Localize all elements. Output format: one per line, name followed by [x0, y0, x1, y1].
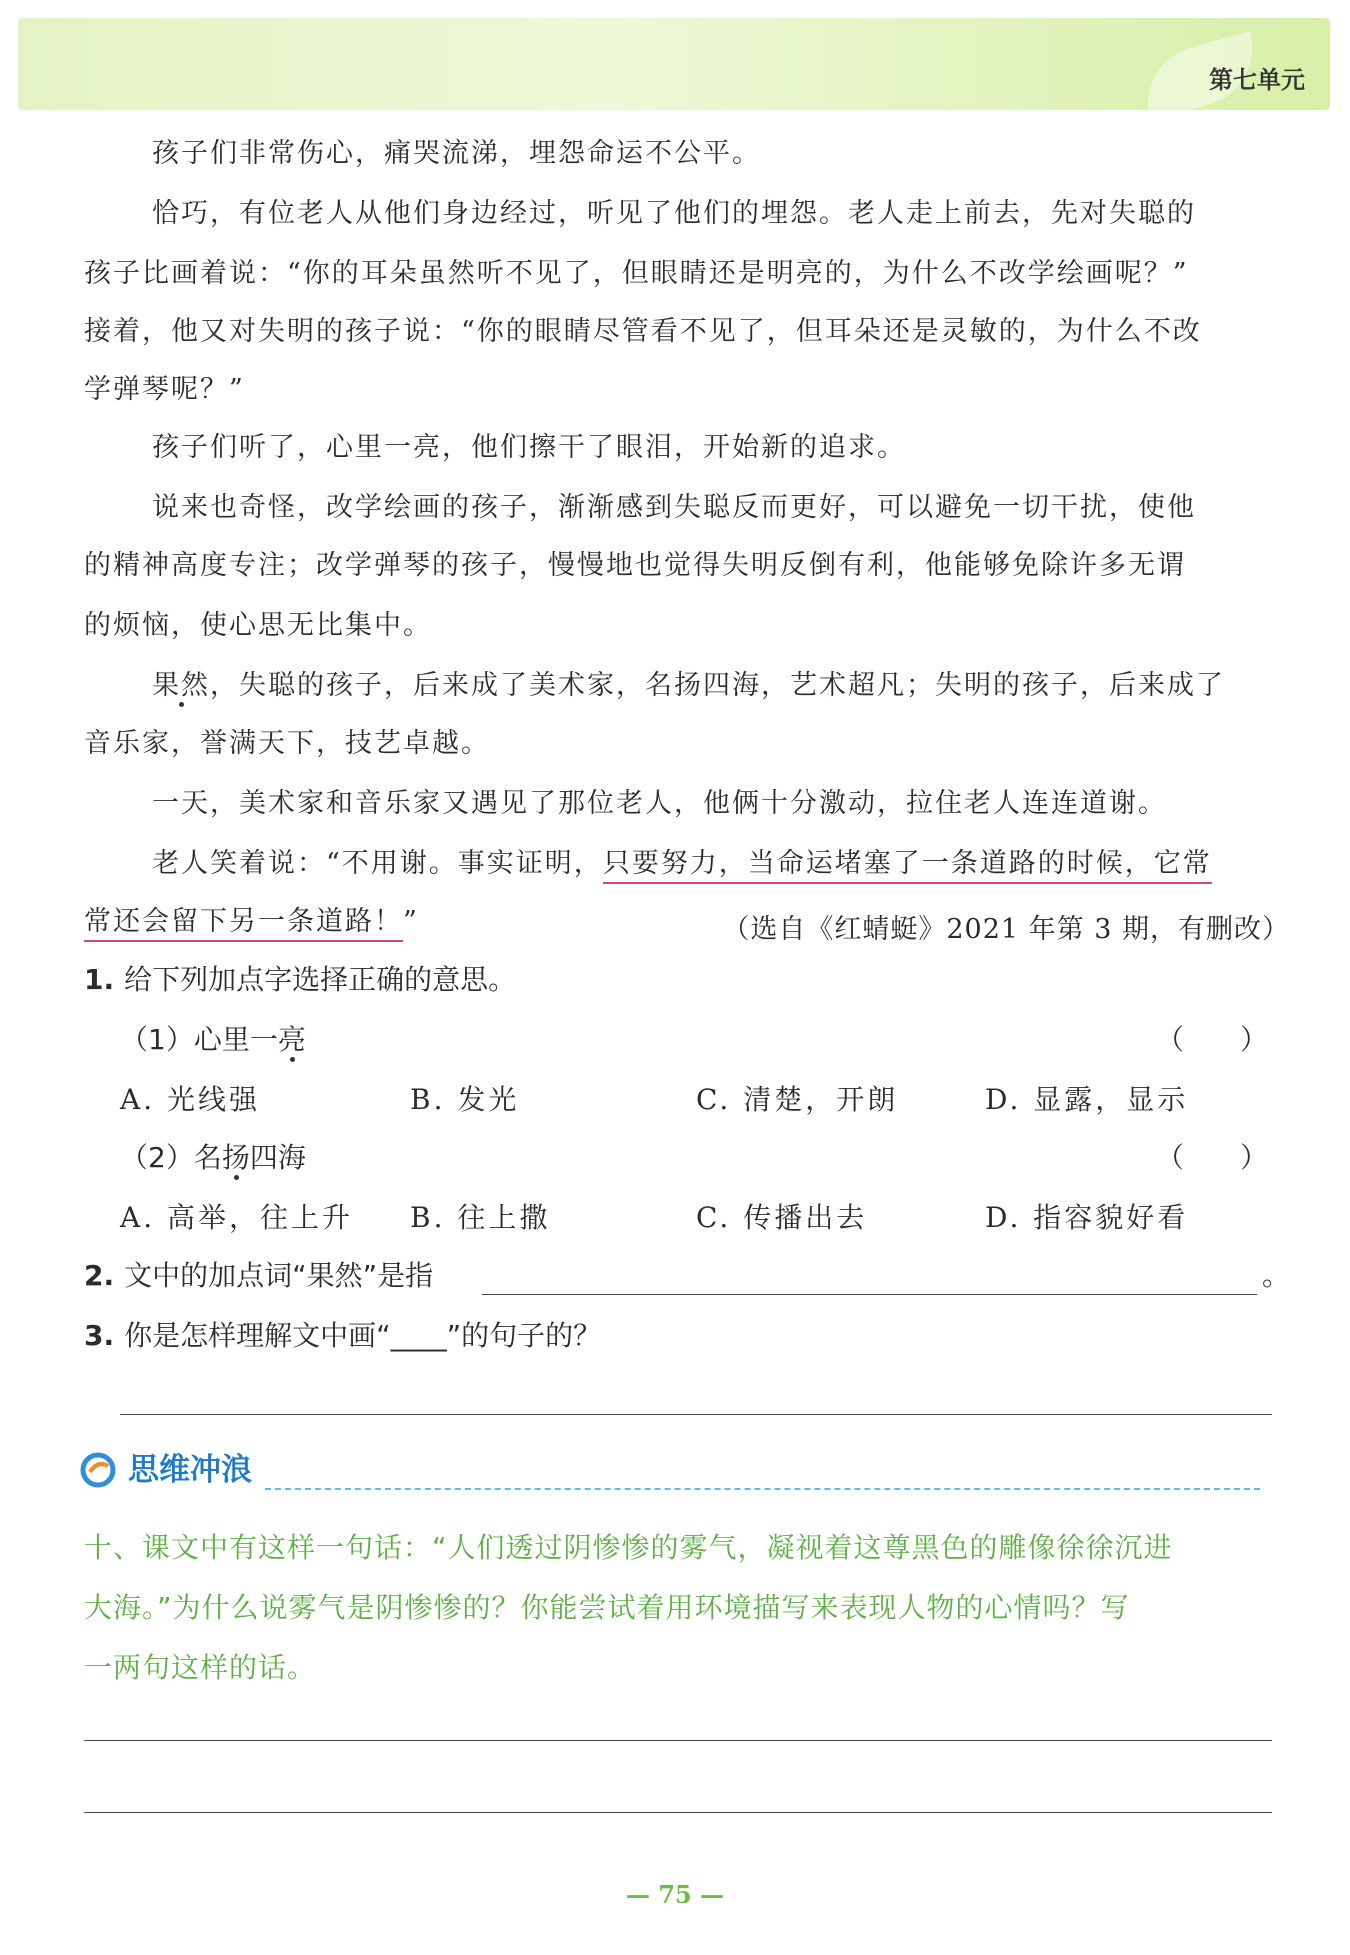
- option-d[interactable]: D. 显露，显示: [985, 1083, 1189, 1116]
- option-c[interactable]: C. 清楚，开朗: [696, 1083, 899, 1116]
- sub-question-label: （2）名: [120, 1141, 222, 1174]
- thinking-question-line: 大海。”为什么说雾气是阴惨惨的？你能尝试着用环境描写来表现人物的心情吗？写: [84, 1591, 1130, 1624]
- passage-line: [84, 834, 1342, 894]
- passage-text: ，失聪的孩子，后来成了美术家，名扬四海，艺术超凡；失明的孩子，后来成了: [210, 670, 1225, 701]
- passage-line: 孩子比画着说：“你的耳朵虽然听不见了，但眼睛还是明亮的，为什么不改学绘画呢？”: [84, 258, 1189, 289]
- dashed-divider: [265, 1488, 1260, 1490]
- passage-line: 一天，美术家和音乐家又遇见了那位老人，他俩十分激动，拉住老人连连道谢。: [152, 788, 1167, 819]
- header-banner: [18, 18, 1330, 110]
- question-2: [84, 1256, 433, 1296]
- passage-line: 音乐家，誉满天下，技艺卓越。: [84, 728, 490, 759]
- passage-line: [84, 892, 419, 952]
- answer-line[interactable]: [84, 1812, 1272, 1813]
- dotted-char: 亮: [277, 1023, 306, 1056]
- section-title: 思维冲浪: [128, 1452, 252, 1488]
- answer-line[interactable]: [120, 1414, 1272, 1415]
- question-end-mark: 。: [1262, 1259, 1291, 1292]
- option-b[interactable]: B. 往上撒: [410, 1201, 551, 1234]
- unit-label: 第七单元: [1209, 66, 1305, 94]
- passage-text: 老人笑着说：“不用谢。事实证明，: [152, 848, 603, 879]
- question-number: 1.: [84, 963, 115, 996]
- option-a[interactable]: A. 高举，往上升: [120, 1201, 354, 1234]
- option-d[interactable]: D. 指容貌好看: [985, 1201, 1189, 1234]
- passage-line: 的烦恼，使心思无比集中。: [84, 610, 432, 641]
- thinking-question-line: 十、课文中有这样一句话：“人们透过阴惨惨的雾气，凝视着这尊黑色的雕像徐徐沉进: [84, 1531, 1173, 1564]
- source-citation: （选自《红蜻蜓》2021 年第 3 期，有删改）: [722, 914, 1290, 945]
- answer-line[interactable]: [84, 1740, 1272, 1741]
- question-text: 给下列加点字选择正确的意思。: [124, 963, 517, 996]
- option-c[interactable]: C. 传播出去: [696, 1201, 868, 1234]
- question-1-2: [120, 1138, 306, 1178]
- passage-line: 的精神高度专注；改学弹琴的孩子，慢慢地也觉得失明反倒有利，他能够免除许多无谓: [84, 550, 1186, 581]
- passage-text: ”: [403, 906, 419, 937]
- question-1-1: [120, 1020, 306, 1060]
- option-a[interactable]: A. 光线强: [120, 1083, 261, 1116]
- thinking-question-line: 一两句这样的话。: [84, 1651, 317, 1684]
- question-number: 2.: [84, 1259, 115, 1292]
- answer-bracket[interactable]: （ ）: [1155, 1141, 1268, 1174]
- dotted-word-guoran: 果然: [152, 670, 210, 701]
- passage-line: 孩子们非常伤心，痛哭流涕，埋怨命运不公平。: [152, 138, 761, 169]
- underlined-sentence: 常还会留下另一条道路！: [84, 906, 403, 942]
- passage-line: 学弹琴呢？”: [84, 374, 245, 405]
- passage-line: 接着，他又对失明的孩子说：“你的眼睛尽管看不见了，但耳朵还是灵敏的，为什么不改: [84, 316, 1202, 347]
- passage-line: 恰巧，有位老人从他们身边经过，听见了他们的埋怨。老人走上前去，先对失聪的: [152, 198, 1196, 229]
- wave-icon: [80, 1452, 116, 1488]
- answer-bracket[interactable]: （ ）: [1155, 1023, 1268, 1056]
- thinking-section-header: [80, 1448, 1270, 1492]
- passage-line: 孩子们听了，心里一亮，他们擦干了眼泪，开始新的追求。: [152, 432, 906, 463]
- dotted-char: 扬: [221, 1141, 250, 1174]
- sub-question-label: （1）心里一: [120, 1023, 278, 1056]
- sub-question-label: 四海: [249, 1141, 306, 1174]
- passage-line: 说来也奇怪，改学绘画的孩子，渐渐感到失聪反而更好，可以避免一切干扰，使他: [152, 492, 1196, 523]
- underlined-sentence: 只要努力，当命运堵塞了一条道路的时候，它常: [603, 848, 1212, 884]
- question-text: 文中的加点词“果然”是指: [124, 1259, 434, 1292]
- question-number: 3.: [84, 1319, 115, 1352]
- answer-line[interactable]: [482, 1294, 1257, 1295]
- passage-line: [84, 656, 1342, 716]
- option-b[interactable]: B. 发光: [410, 1083, 520, 1116]
- question-text: 你是怎样理解文中画“____”的句子的？: [124, 1319, 602, 1352]
- page-number: — 75 —: [625, 1880, 725, 1909]
- question-3: [84, 1316, 601, 1356]
- question-1: [84, 960, 516, 1000]
